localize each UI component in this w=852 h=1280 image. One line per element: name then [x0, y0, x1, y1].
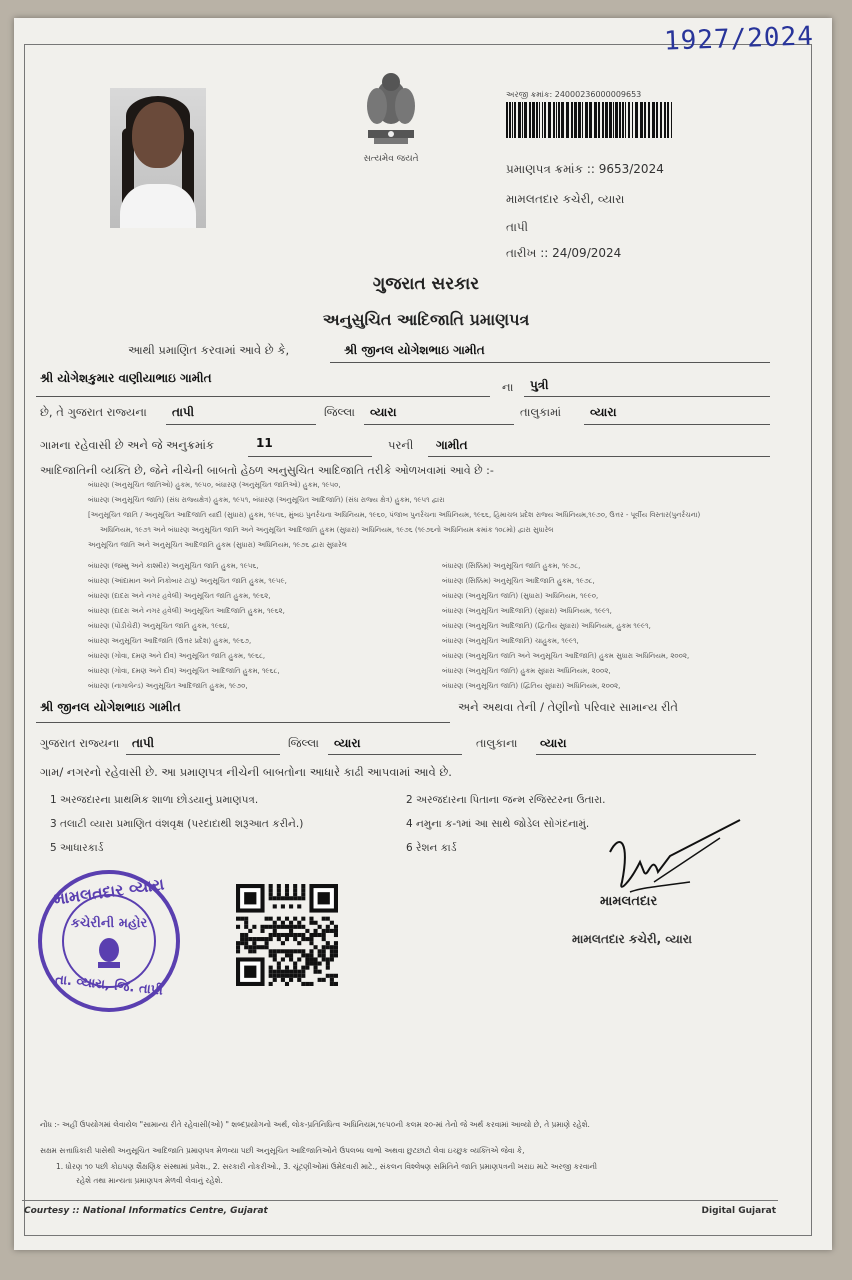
district-label: જિલ્લા	[324, 405, 355, 419]
village-label: ગામના રહેવાસી છે અને જે અનુક્રમાંક	[40, 438, 215, 452]
order-left-1: બંધારણ (જમ્મુ અને કાશ્મીર) અનુસૂચિત જાતિ હુકમ, ૧૯૫૬,	[88, 562, 259, 570]
order-left-6: બંધારણ અનુસૂચિત આદિજાતિ (ઉત્તર પ્રદેશ) હુકમ, ૧૯૬૭,	[88, 637, 252, 645]
father-name: શ્રી યોગેશકુમાર વાણીયાભાઇ ગામીત	[40, 371, 212, 385]
footer-courtesy: Courtesy :: National Informatics Centre, Gujarat	[24, 1206, 268, 1216]
stamp-middle-text: કચેરીની મહોર	[70, 916, 148, 931]
issue-date: તારીખ :: 24/09/2024	[506, 246, 622, 260]
fine-line-4: અધિનિયમ, ૧૯૭૧ અને બંધારણ અનુસૂચિત જાતિ અને અનુસૂચિત આદિજાતિ હુકમ (સુધારા) અધિનિયમ, ૧૯૭૬ (૧૯૭૬નો અધિનિયમ ક્રમાંક ૧૦૮મો) દ્વારા સુધારેલ	[100, 526, 554, 534]
doc-2: 2 અરજદારના પિતાના જન્મ રજિસ્ટરના ઉતારા.	[406, 794, 606, 806]
order-left-4: બંધારણ (દાદરા અને નગર હવેલી) અનુસૂચિત આદિજાતિ હુકમ, ૧૯૬૨,	[88, 607, 285, 615]
emblem-motto: સત્યમેવ જયતે	[363, 154, 419, 164]
fine-line-5: અનુસૂચિત જાતિ અને અનુસૂચિત આદિજાતિ હુકમ (સુધારા) અધિનિયમ, ૧૯૭૬ દ્વારા સુધારેલ	[88, 541, 347, 549]
government-title: ગુજરાત સરકાર	[372, 274, 480, 294]
signatory-title: મામલતદાર	[600, 894, 658, 909]
office-stamp	[38, 870, 180, 1012]
order-right-3: બંધારણ (અનુસૂચિત જાતિ) (સુધારા) અધિનિયમ, ૧૯૯૦,	[442, 592, 599, 600]
order-left-5: બંધારણ (પોંડીચેરી) અનુસૂચિત જાતિ હુકમ, ૧૯૬૪,	[88, 622, 230, 630]
applicant-name: શ્રી જીનલ યોગેશભાઇ ગામીત	[344, 343, 485, 357]
note-2: સક્ષમ સત્તાધિકારી પાસેથી અનુસૂચિત આદિજાતિ પ્રમાણપત્ર મેળવ્યા પછી અનુસૂચિત આદિજાતિઓને ઉપલબ્ધ લાભો અથવા છુટછાટો લેવા ઇચ્છુક વ્યક્તિએ જેવા કે,	[40, 1146, 525, 1155]
taluka-label: તાલુકામાં	[520, 405, 562, 419]
application-number: અરજી ક્રમાંક: 24000236000009653	[506, 90, 642, 99]
note-1: નોંધ :- અહીં ઉપયોગમાં લેવાયેલ "સામાન્ય રીતે રહેવાસી(ઓ) " શબ્દપ્રયોગનો અર્થ, લોક-પ્રતિનિધિત્વ અધિનિયમ,૧૯૫૦ની કલમ ૨૦-માં તેનો જે અર્થ કરવામાં આવ્યો છે, તે પ્રમાણે રહેશે.	[40, 1120, 590, 1129]
district-value-2: વ્યારા	[334, 736, 361, 750]
certificate-number: પ્રમાણપત્ર ક્રમાંક :: 9653/2024	[506, 162, 664, 176]
taluka-value-2: વ્યારા	[540, 736, 567, 750]
state-label-2: ગુજરાત રાજ્યના	[40, 736, 120, 750]
fine-line-1: બંધારણ (અનુસૂચિત જાતિઓ) હુકમ, ૧૯૫૦, બંધારણ (અનુસૂચિત જાતિઓ) હુકમ, ૧૯૫૦,	[88, 481, 341, 489]
barcode-icon	[506, 102, 674, 138]
order-right-2: બંધારણ (સિક્કિમ) અનુસૂચિત આદિજાતિ હુકમ, ૧૯૭૮,	[442, 577, 595, 585]
order-right-7: બંધારણ (અનુસૂચિત જાતિ અને અનુસૂચિત આદિજાતિ) હુકમ સુધારા અધિનિયમ, ૨૦૦૨,	[442, 652, 690, 660]
order-right-9: બંધારણ (અનુસૂચિત જાતિ) (દ્વિતિય સુધારા) અધિનિયમ, ૨૦૦૨,	[442, 682, 621, 690]
stamp-top-text: મામલતદાર વ્યારા	[52, 874, 166, 909]
order-right-5: બંધારણ (અનુસૂચિત આદિજાતિ) (દ્વિતીય સુધારા) અધિનિયમ, હુકમ ૧૯૯૧,	[442, 622, 651, 630]
fine-line-3: [અનુસૂચિત જાતિ / અનુસૂચિત આદિજાતિ યાદી (સુધારા) હુકમ, ૧૯૫૬, મુંબઇ પુનર્રચના અધિનિયમ, ૧૯૬૦, પંજાબ પુનર્રચના અધિનિયમ, ૧૯૬૬, હિમાચલ પ્રદેશ રાજ્ય અધિનિયમ,૧૯૭૦, ઉત્તર - પૂર્વીય વિસ્તાર(પુનર્રચના)	[88, 511, 701, 519]
applicant-name-repeat: શ્રી જીનલ યોગેશભાઇ ગામીત	[40, 700, 181, 714]
district-label-2: જિલ્લા	[288, 736, 319, 750]
order-right-8: બંધારણ (અનુસૂચિત જાતિ) હુકમ સુધારા અધિનિયમ, ૨૦૦૨,	[442, 667, 611, 675]
qr-code-icon	[236, 884, 338, 986]
order-left-7: બંધારણ (ગોવા, દમણ અને દીવ) અનુસૂચિત જાતિ હુકમ, ૧૯૬૮,	[88, 652, 266, 660]
footer-brand: Digital Gujarat	[701, 1206, 776, 1216]
note-4: રહેશે તથા માન્યતા પ્રમાણપત્ર મેળવી લેવાનું રહેશે.	[76, 1176, 223, 1185]
signature-icon	[600, 812, 748, 904]
doc-1: 1 અરજદારના પ્રાથમિક શાળા છોડયાનું પ્રમાણપત્ર.	[50, 794, 259, 806]
order-right-1: બંધારણ (સિક્કિમ) અનુસૂચિત જાતિ હુકમ, ૧૯૭૮,	[442, 562, 581, 570]
tribe-description: આદિજાતિની વ્યક્તિ છે, જેને નીચેની બાબતો હેઠળ અનુસુચિત આદિજાતિ તરીકે ઓળખવામાં આવે છે :-	[40, 464, 494, 477]
taluka-name: વ્યારા	[370, 405, 397, 419]
doc-4: 4 નમુના ક-૧માં આ સાથે જોડેલ સોગંદનામું.	[406, 818, 590, 830]
stamp-bottom-text: તા. વ્યારા, જિ. તાપી	[54, 972, 164, 999]
district-name-2: તાપી	[132, 736, 155, 750]
national-emblem-icon	[360, 68, 422, 152]
order-left-9: બંધારણ (નાગાલેન્ડ) અનુસૂચિત આદિજાતિ હુકમ, ૧૯૭૦,	[88, 682, 248, 690]
tribe-value: ગામીત	[436, 438, 468, 452]
relation-value: પુત્રી	[530, 378, 549, 392]
family-text: અને અથવા તેની / તેણીનો પરિવાર સામાન્ય રીતે	[458, 700, 679, 714]
fine-line-2: બંધારણ (અનુસૂચિત જાતિ) (સંઘ રાજ્યક્ષેત્ર) હુકમ, ૧૯૫૧, બંધારણ (અનુસૂચિત આદિજાતિ) (સંઘ રાજ્ય ક્ષેત્ર) હુકમ, ૧૯૫૧ દ્વારા	[88, 496, 445, 504]
district-name: તાપી	[172, 405, 195, 419]
signatory-office: મામલતદાર કચેરી, વ્યારા	[572, 932, 692, 946]
doc-5: 5 આધારકાર્ડ	[50, 842, 104, 854]
note-3: 1. ધોરણ ૧૦ પછી કોઇપણ શૈક્ષણિક સંસ્થામાં પ્રવેશ., 2. સરકારી નોકરીઓ., 3. ચૂંટણીઓમાં ઉમેદવારી માટે., સંકલન વિશ્લેષણ સમિતિને જાતિ પ્રમાણપત્રની ખરાઇ માટે અરજી કરવાની	[56, 1162, 598, 1171]
order-left-3: બંધારણ (દાદરા અને નગર હવેલી) અનુસૂચિત જાતિ હુકમ, ૧૯૬૨,	[88, 592, 271, 600]
order-left-2: બંધારણ (આંદામાન અને નિકોબાર ટાપુ) અનુસૂચિત જાતિ હુકમ, ૧૯૫૯,	[88, 577, 287, 585]
intro-text: આથી પ્રમાણિત કરવામાં આવે છે કે,	[128, 343, 290, 357]
tribe-label: પરની	[388, 438, 414, 452]
doc-6: 6 રેશન કાર્ડ	[406, 842, 457, 854]
serial-number: 11	[256, 436, 273, 450]
certificate-title: અનુસુચિત આદિજાતિ પ્રમાણપત્ર	[322, 310, 530, 329]
doc-3: 3 તલાટી વ્યારા પ્રમાણિત વંશવૃક્ષ (પરદાદાથી શરૂઆત કરીને.)	[50, 818, 304, 830]
taluka-value: વ્યારા	[590, 405, 617, 419]
relation-label: ના	[502, 380, 514, 394]
applicant-photo	[110, 88, 206, 228]
handwritten-number: 1927/2024	[663, 21, 815, 57]
residence-line: ગામ/ નગરનો રહેવાસી છે. આ પ્રમાણપત્ર નીચેની બાબતોના આધારે કાઢી આપવામાં આવે છે.	[40, 765, 452, 779]
order-right-4: બંધારણ (અનુસૂચિત આદિજાતિ) (સુધારા) અધિનિયમ, ૧૯૯૧,	[442, 607, 612, 615]
stamp-emblem-icon	[92, 936, 126, 972]
order-right-6: બંધારણ (અનુસૂચિત આદિજાતિ) ચાહુકમ, ૧૯૯૧,	[442, 637, 579, 645]
state-label: છે, તે ગુજરાત રાજ્યના	[40, 405, 147, 419]
taluka-label-2: તાલુકાના	[476, 736, 518, 750]
office-line-1: મામલતદાર કચેરી, વ્યારા	[506, 192, 625, 206]
order-left-8: બંધારણ (ગોવા, દમણ અને દીવ) અનુસૂચિત આદિજાતિ હુકમ, ૧૯૬૮,	[88, 667, 280, 675]
office-line-2: તાપી	[506, 220, 529, 234]
